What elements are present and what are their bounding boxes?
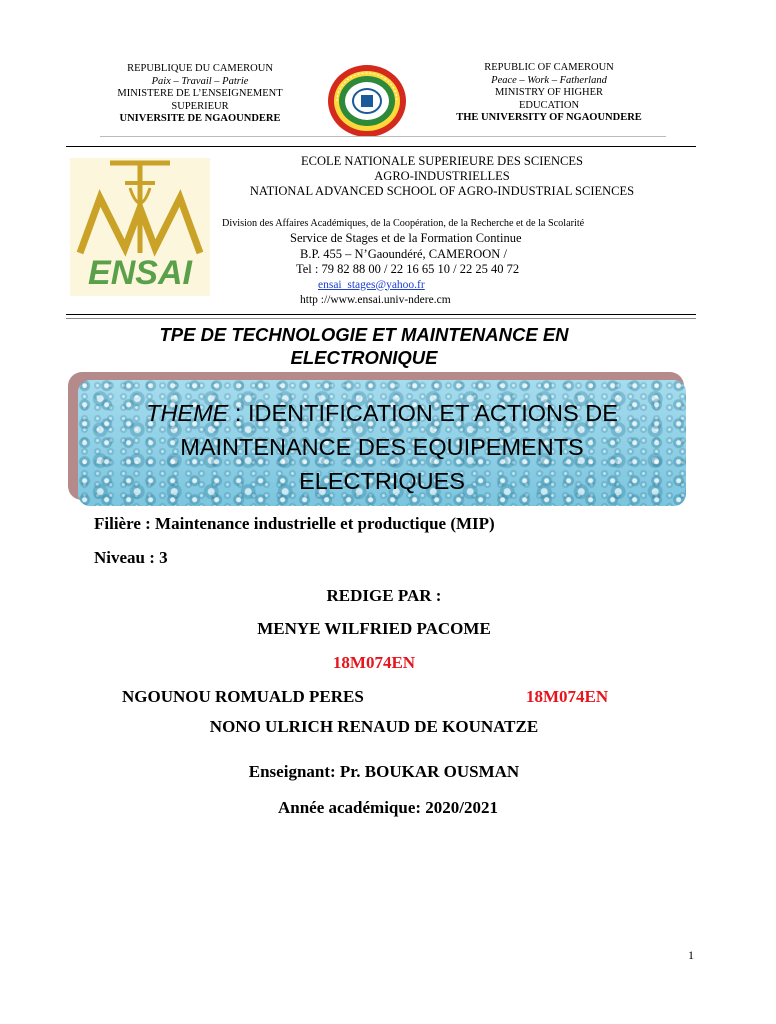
author2-name: NGOUNOU ROMUALD PERES xyxy=(122,687,364,706)
tpe-title-line2: ELECTRONIQUE xyxy=(290,347,438,368)
school-divider-2 xyxy=(66,318,696,319)
theme-line1-text: IDENTIFICATION ET ACTIONS DE xyxy=(247,400,618,426)
school-info xyxy=(218,154,702,199)
motto-fr: Paix – Travail – Patrie xyxy=(151,75,249,87)
header-divider-1 xyxy=(100,136,666,137)
ministry-en-2: EDUCATION xyxy=(518,99,580,111)
author3-clip xyxy=(0,717,768,736)
redige-par: REDIGE PAR : xyxy=(326,586,442,605)
header-right xyxy=(434,62,664,125)
author1-id: 18M074EN xyxy=(332,653,416,672)
ministry-fr: MINISTERE DE L’ENSEIGNEMENT xyxy=(117,88,283,99)
theme-line3: ELECTRIQUES xyxy=(299,468,465,494)
school-name-fr: ECOLE NATIONALE SUPERIEURE DES SCIENCES xyxy=(301,154,583,168)
page-number: 1 xyxy=(688,948,694,962)
theme-separator: : xyxy=(228,400,248,426)
telephone: Tel : 79 82 88 00 / 22 16 65 10 / 22 25 40 72 xyxy=(296,262,520,276)
header-left xyxy=(100,63,300,126)
header-divider-2 xyxy=(66,146,696,147)
republic-fr: REPUBLIQUE DU CAMEROUN xyxy=(127,63,273,74)
university-en: THE UNIVERSITY OF NGAOUNDERE xyxy=(456,112,642,123)
university-seal xyxy=(327,64,407,138)
ministry-en: MINISTRY OF HIGHER xyxy=(494,87,604,98)
tpe-title xyxy=(80,323,648,369)
academic-year: Année académique: 2020/2021 xyxy=(277,798,499,817)
school-name-fr-2: AGRO-INDUSTRIELLES xyxy=(374,169,510,183)
school-name-en: NATIONAL ADVANCED SCHOOL OF AGRO-INDUSTRIAL SCIENCES xyxy=(249,184,635,198)
theme-label: THEME xyxy=(146,400,229,426)
tpe-title-line1: TPE DE TECHNOLOGIE ET MAINTENANCE EN xyxy=(159,324,569,345)
service: Service de Stages et de la Formation Continue xyxy=(290,231,522,245)
author1-name: MENYE WILFRIED PACOME xyxy=(257,619,491,638)
ensai-logo-text: ENSAI xyxy=(88,254,192,292)
theme-line1 xyxy=(78,396,686,430)
motto-en: Peace – Work – Fatherland xyxy=(491,74,607,86)
filiere: Filière : Maintenance industrielle et productique (MIP) xyxy=(94,514,495,533)
theme-text xyxy=(78,396,686,498)
theme-banner xyxy=(78,380,686,506)
ministry-fr-2: SUPERIEUR xyxy=(171,100,229,112)
university-fr: UNIVERSITE DE NGAOUNDERE xyxy=(119,113,281,124)
address: B.P. 455 – N’Gaoundéré, CAMEROON / xyxy=(300,246,507,261)
republic-en: REPUBLIC OF CAMEROUN xyxy=(484,62,614,73)
school-divider xyxy=(66,314,696,315)
niveau: Niveau : 3 xyxy=(94,548,168,567)
author2-id: 18M074EN xyxy=(526,687,609,706)
website: http ://www.ensai.univ-ndere.cm xyxy=(300,294,451,306)
division: Division des Affaires Académiques, de la Coopération, de la Recherche et de la Scolarité xyxy=(222,218,585,229)
author3-name: NONO ULRICH RENAUD DE KOUNATZE xyxy=(209,717,539,736)
theme-line2: MAINTENANCE DES EQUIPEMENTS xyxy=(180,434,584,460)
contact-block xyxy=(290,231,590,309)
teacher: Enseignant: Pr. BOUKAR OUSMAN xyxy=(248,762,520,781)
email-link[interactable]: ensai_stages@yahoo.fr xyxy=(318,278,425,291)
